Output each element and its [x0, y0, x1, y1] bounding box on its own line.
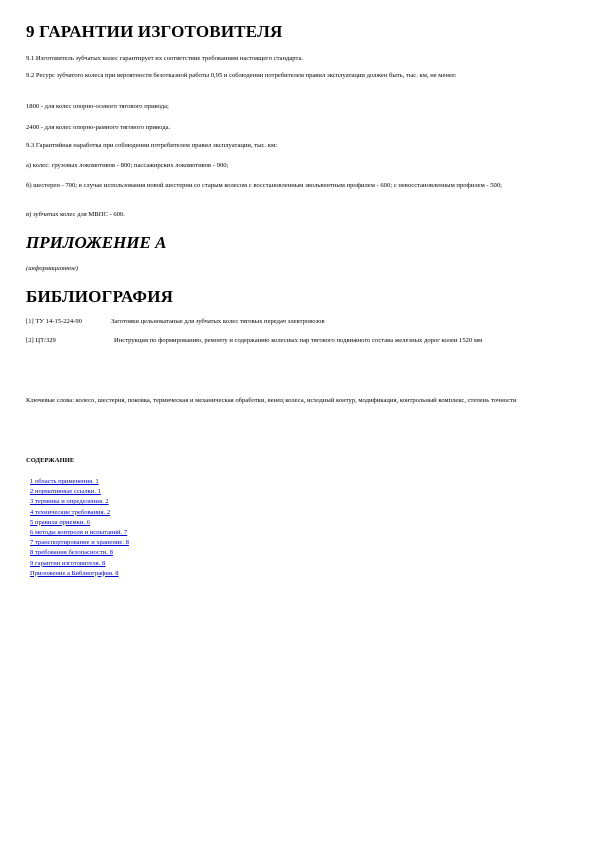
paragraph-resource-2400: 2400 - для колес опорно-рамного тягового привода.	[26, 124, 171, 131]
toc-link-terms[interactable]: 3 термины и определения. 2	[30, 498, 109, 506]
paragraph-9-1: 9.1 Изготовитель зубчатых колес гарантирует их соответствие требованиям настоящего стандарта.	[26, 55, 304, 62]
toc-link-safety[interactable]: 8 требования безопасности. 8	[30, 549, 113, 557]
toc-link-test-methods[interactable]: 6 методы контроля и испытаний. 7	[30, 529, 128, 537]
paragraph-9-3: 9.3 Гарантийная наработка при соблюдении потребителем правил эксплуатации, тыс. км:	[26, 142, 277, 149]
bib-ref-2-text: Инструкция по формированию, ремонту и содержанию колесных пар тягового подвижного состава железных дорог колеи 1520 мм	[114, 337, 483, 344]
toc-link-normative-references[interactable]: 2 нормативные ссылки. 1	[30, 488, 101, 496]
toc-title: СОДЕРЖАНИЕ	[26, 457, 75, 464]
toc-list	[30, 477, 129, 579]
toc-link-warranty[interactable]: 9 гарантии изготовителя. 8	[30, 559, 106, 567]
bib-ref-2	[26, 337, 566, 346]
bibliography-title: БИБЛИОГРАФИЯ	[26, 287, 174, 306]
toc-link-appendix-bibliography[interactable]: Приложение а Библиография. 8	[30, 569, 119, 577]
bib-ref-1-code: [1] ТУ 14-15-224-90	[26, 318, 82, 325]
bib-ref-2-code: [2] ЦТ/329	[26, 337, 56, 344]
section-9-title: 9 ГАРАНТИИ ИЗГОТОВИТЕЛЯ	[26, 22, 283, 41]
appendix-title: ПРИЛОЖЕНИЕ А	[26, 233, 167, 252]
toc-link-acceptance-rules[interactable]: 5 правила приемки. 6	[30, 518, 90, 526]
bib-ref-1-text: Заготовки цельнокатаные для зубчатых колес тяговых передач электровозов	[111, 318, 325, 325]
paragraph-item-b: б) шестерен - 700; в случае использования новой шестерни со старым колесом с восстановленным эвольвентным профилем - 600; с невосстановленным профилем - 500;	[26, 182, 502, 189]
paragraph-item-c: в) зубчатых колес для МВПС - 600.	[26, 211, 125, 218]
keywords: Ключевые слова: колесо, шестерня, поковка, термическая и механическая обработки, венец колеса, исходный контур, модификация, контрольный комплекс, степень точности	[26, 397, 517, 404]
toc-link-technical-requirements[interactable]: 4 технические требования. 2	[30, 508, 111, 516]
paragraph-9-2: 9.2 Ресурс зубчатого колеса при вероятности безотказной работы 0,95 и соблюдении потребителем правил эксплуатации должен быть, тыс. км, не менее:	[26, 72, 457, 79]
paragraph-item-a: а) колес: грузовых локомотивов - 800; пассажирских локомотивов - 900;	[26, 162, 229, 169]
toc-link-transport-storage[interactable]: 7 транспортирование и хранение. 8	[30, 539, 129, 547]
toc-link-scope[interactable]: 1 область применения. 1	[30, 478, 99, 485]
appendix-subtitle: (информационное)	[26, 265, 78, 272]
paragraph-resource-1800: 1800 - для колес опорно-осевого тягового привода;	[26, 103, 169, 110]
